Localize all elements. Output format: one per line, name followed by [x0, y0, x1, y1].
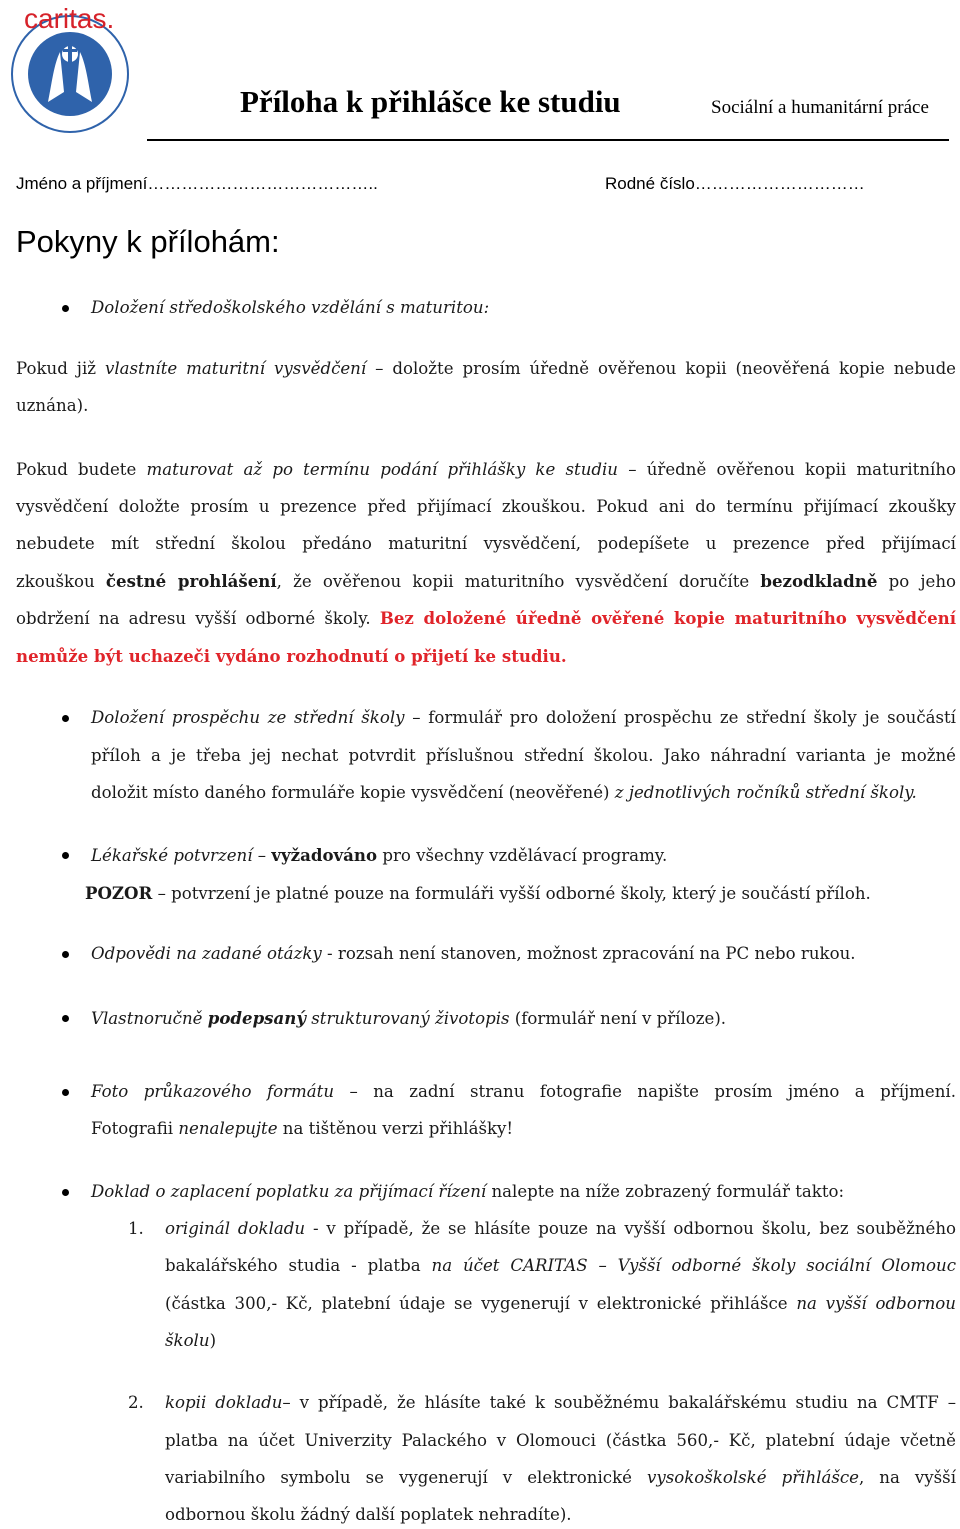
- caritas-logo: [4, 2, 146, 136]
- birth-number-field[interactable]: [605, 174, 865, 194]
- header-divider: [147, 139, 949, 141]
- logo-wordmark: caritas.: [24, 3, 115, 34]
- list-number: 2.: [128, 1393, 144, 1412]
- paragraph-line: vysvědčení doložte prosím u prezence před přijímací zkouškou. Pokud ani do termínu přijímací zkoušky: [16, 497, 956, 516]
- paragraph-line: bakalářského studia - platba na účet CARITAS – Vyšší odborné školy sociální Olomouc: [165, 1256, 957, 1275]
- bullet-dot: [62, 852, 69, 859]
- paragraph-line: variabilního symbolu se vygenerují v elektronické vysokoškolské přihlášce, na vyšší: [165, 1468, 956, 1487]
- paragraph-line: doložit místo daného formuláře kopie vysvědčení (neověřené) z jednotlivých ročníků střední školy.: [91, 783, 917, 802]
- paragraph-line: Foto průkazového formátu – na zadní stranu fotografie napište prosím jméno a příjmení.: [91, 1082, 956, 1101]
- paragraph-line: Vlastnoručně podepsaný strukturovaný životopis (formulář není v příloze).: [91, 1008, 727, 1028]
- paragraph-line: originál dokladu - v případě, že se hlásíte pouze na vyšší odbornou školu, bez souběžného: [165, 1219, 957, 1238]
- paragraph-line: uznána).: [16, 396, 89, 415]
- name-label: Jméno a příjmení: [16, 174, 148, 193]
- bullet-dot: [62, 1189, 69, 1196]
- paragraph-line: Fotografii nenalepujte na tištěnou verzi přihlášky!: [91, 1119, 514, 1138]
- bullet-dot: [62, 1015, 69, 1022]
- birth-number-label: Rodné číslo: [605, 174, 695, 193]
- paragraph-line: (částka 300,- Kč, platební údaje se vygenerují v elektronické přihlášce na vyšší odbornou: [165, 1294, 956, 1313]
- bullet-dot: [62, 1089, 69, 1096]
- paragraph-line: Odpovědi na zadané otázky - rozsah není stanoven, možnost zpracování na PC nebo rukou.: [91, 944, 856, 963]
- paragraph-line: Pokud budete maturovat až po termínu podání přihlášky ke studiu – úředně ověřenou kopii maturitního: [16, 460, 957, 479]
- list-number: 1.: [128, 1219, 144, 1238]
- paragraph-line: školu): [165, 1331, 217, 1350]
- maturita-heading: Doložení středoškolského vzdělání s maturitou:: [91, 298, 490, 317]
- paragraph-line: kopii dokladu– v případě, že hlásíte také k souběžnému bakalářskému studiu na CMTF –: [165, 1393, 957, 1412]
- paragraph-line: odbornou školu žádný další poplatek nehradíte).: [165, 1505, 572, 1524]
- bullet-dot: [62, 715, 69, 722]
- paragraph-line: příloh a je třeba jej nechat potvrdit příslušnou střední školou. Jako náhradní varianta je možné: [91, 746, 956, 765]
- bullet-dot: [62, 305, 69, 312]
- section-heading: Pokyny k přílohám:: [16, 224, 280, 259]
- paragraph-line: Doložení prospěchu ze střední školy – formulář pro doložení prospěchu ze střední školy je součástí: [91, 708, 956, 727]
- paragraph-line: Lékařské potvrzení – vyžadováno pro všechny vzdělávací programy.: [91, 845, 668, 865]
- paragraph-line: Doklad o zaplacení poplatku za přijímací řízení nalepte na níže zobrazený formulář takto:: [91, 1182, 845, 1201]
- document-subtitle: Sociální a humanitární práce: [711, 97, 929, 118]
- birth-number-dots: …………………………: [694, 174, 865, 193]
- bullet-dot: [62, 951, 69, 958]
- paragraph-line: nebudete mít střední školou předáno maturitní vysvědčení, podepíšete u prezence před přijímací: [16, 534, 956, 553]
- warning-line: nemůže být uchazeči vydáno rozhodnutí o přijetí ke studiu.: [16, 646, 567, 666]
- paragraph-line: zkouškou čestné prohlášení, že ověřenou kopii maturitního vysvědčení doručíte bezodkladně po jeho: [16, 571, 957, 591]
- paragraph-line: obdržení na adresu vyšší odborné školy. Bez doložené úředně ověřené kopie maturitního vysvědčení: [16, 608, 956, 628]
- paragraph-line: POZOR – potvrzení je platné pouze na formuláři vyšší odborné školy, který je součástí příloh.: [85, 883, 871, 903]
- paragraph-line: Pokud již vlastníte maturitní vysvědčení – doložte prosím úředně ověřenou kopii (neověřená kopie nebude: [16, 359, 957, 378]
- document-title: Příloha k přihlášce ke studiu: [240, 84, 621, 119]
- paragraph-line: platba na účet Univerzity Palackého v Olomouci (částka 560,- Kč, platební údaje včetně: [165, 1431, 956, 1450]
- name-field[interactable]: [16, 174, 378, 194]
- name-dots: …………………………………..: [147, 174, 378, 193]
